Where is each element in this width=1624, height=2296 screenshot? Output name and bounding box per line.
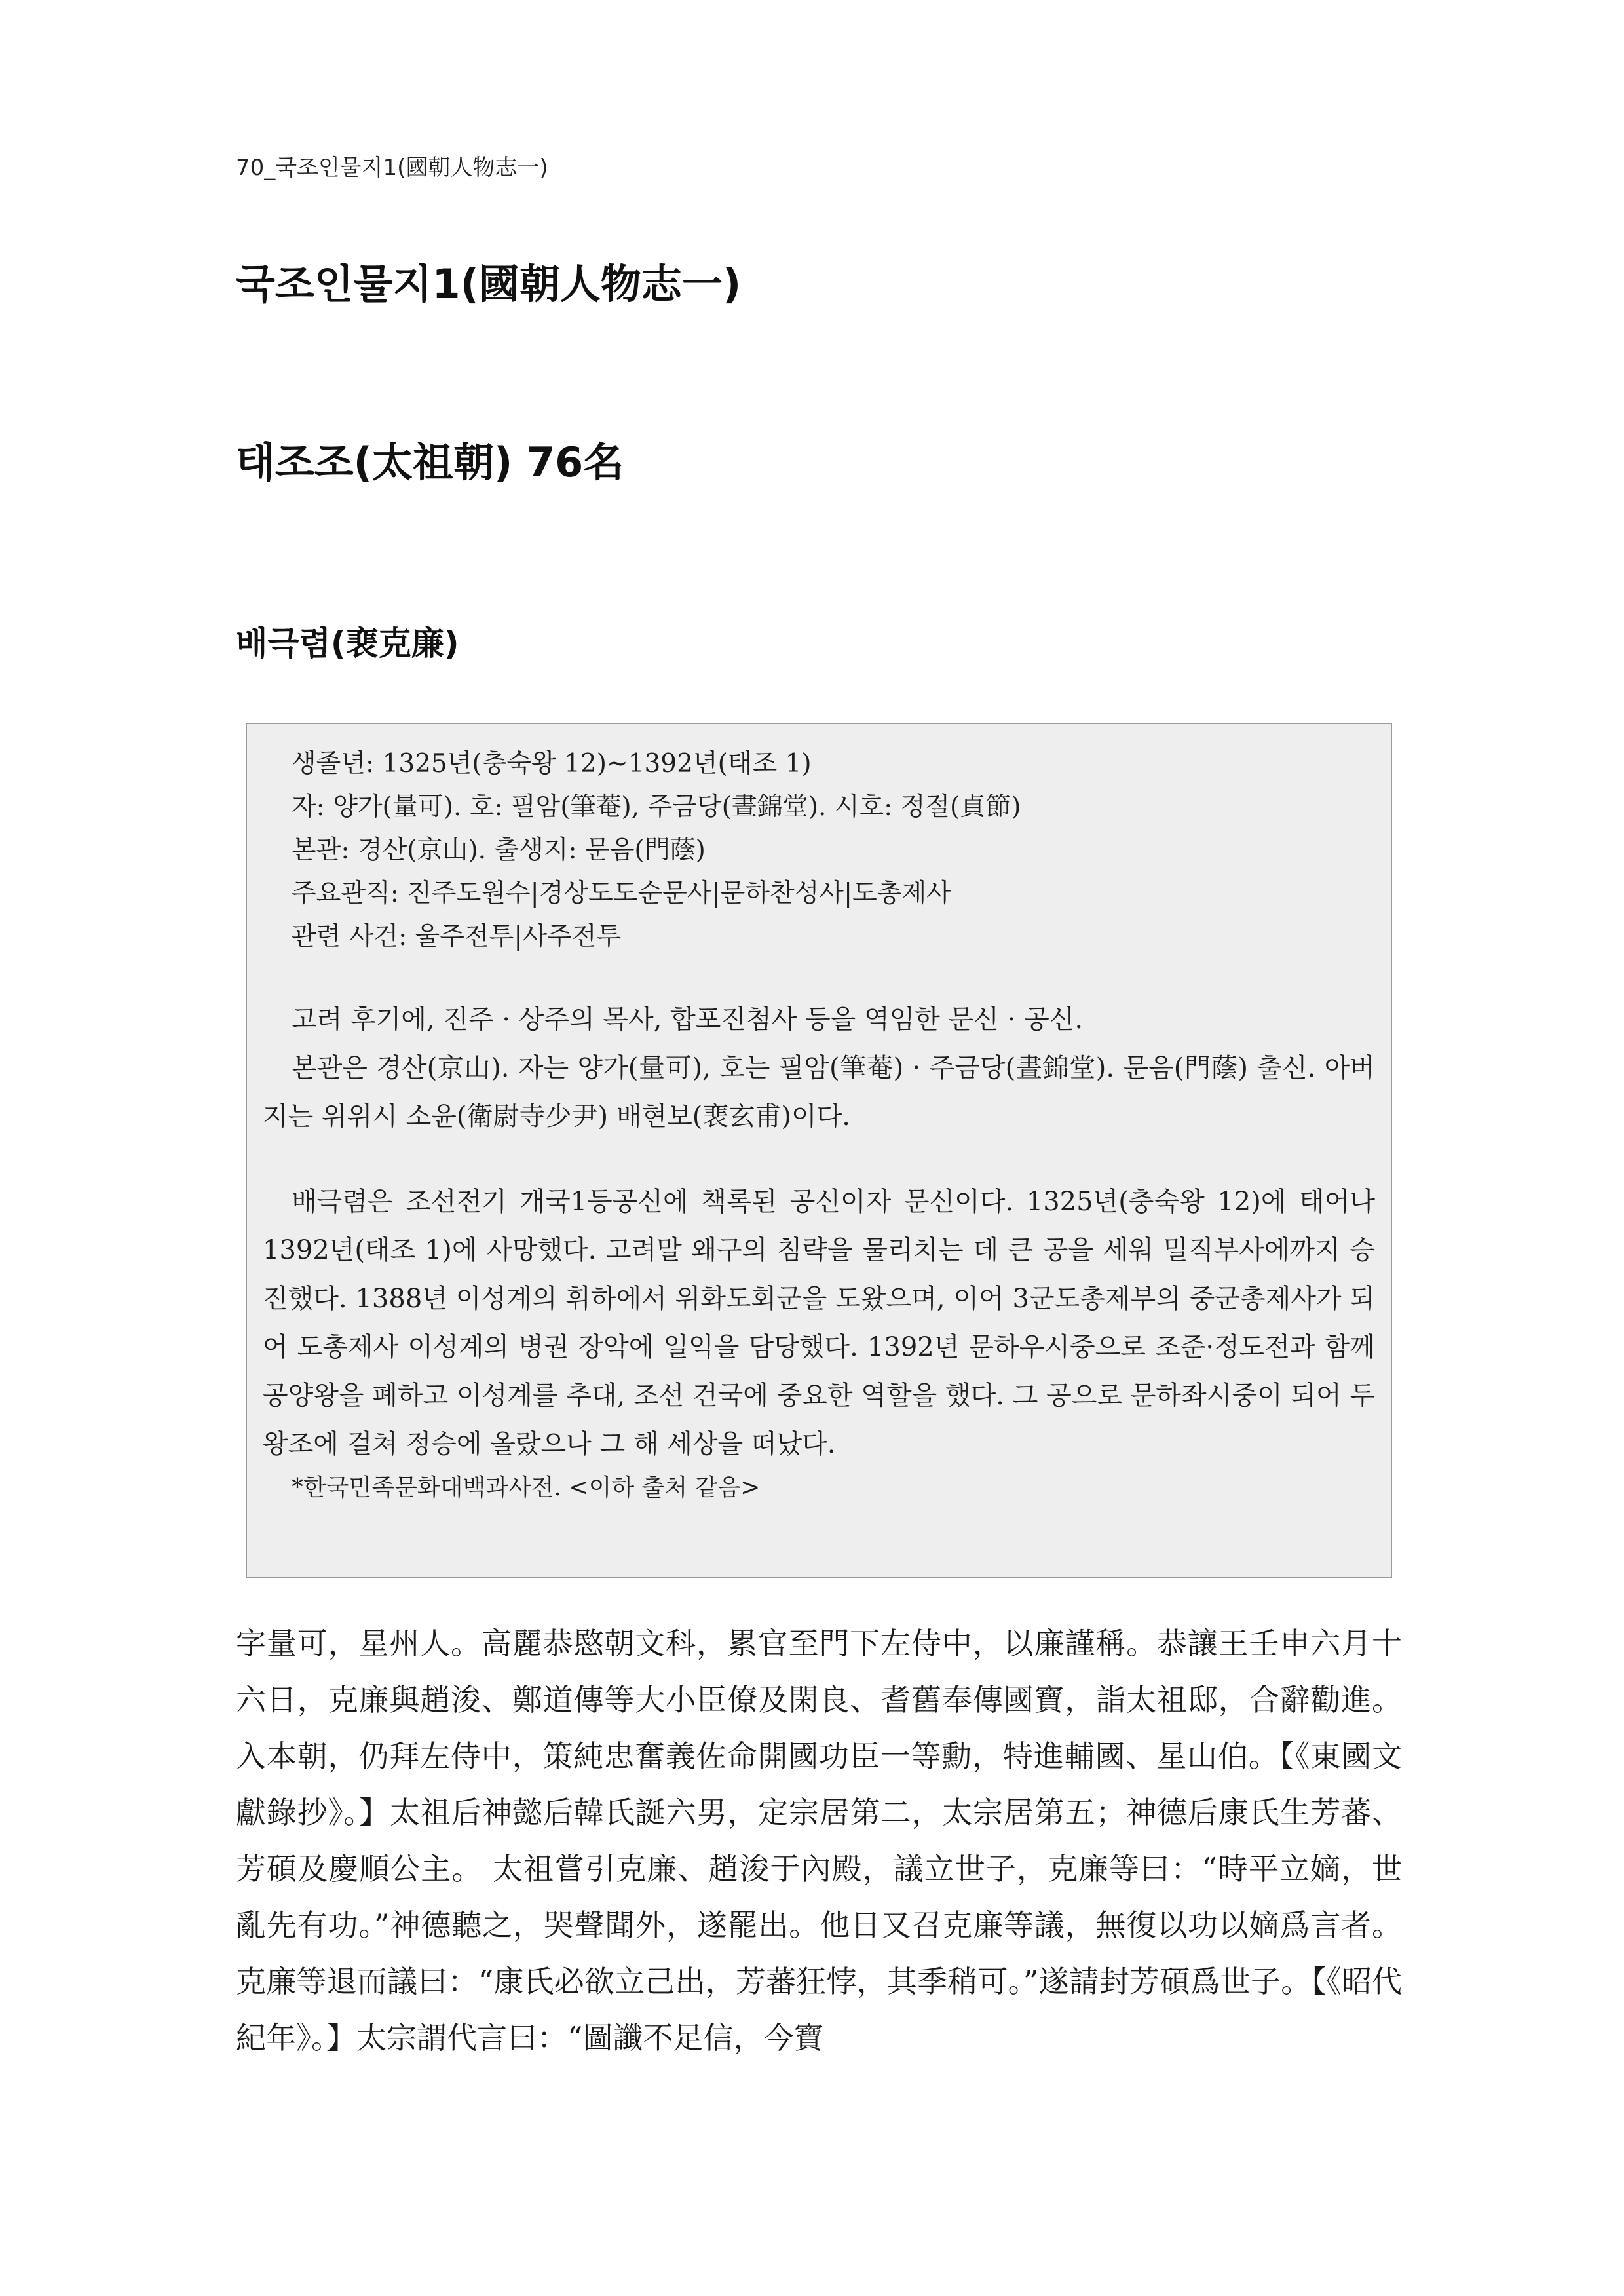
running-header: 70_국조인물지1(國朝人物志一) bbox=[236, 155, 548, 181]
hanja-body-text: 字量可，星州人。高麗恭愍朝文科，累官至門下左侍中，以廉謹稱。恭讓王壬申六月十六日，克廉與趙浚、鄭道傳等大小臣僚及閑良、耆舊奉傳國寶，詣太祖邸，合辭勸進。入本朝，仍拜左侍中，策純忠奮義佐命開國功臣一等勳，特進輔國、星山伯。【《東國文獻錄抄》。】太祖后神懿后韓氏誕六男，定宗居第二，太宗居第五；神德后康氏生芳蕃、芳碩及慶順公主。 太祖嘗引克廉、趙浚于內殿，議立世子，克廉等曰：“時平立嫡，世亂先有功。”神德聽之，哭聲聞外，遂罷出。他日又召克廉等議，無復以功以嫡爲言者。克廉等退而議曰：“康氏必欲立己出，芳蕃狂悖，其季稍可。”遂請封芳碩爲世子。【《昭代紀年》。】太宗謂代言曰：“圖讖不足信，今寶 bbox=[236, 1626, 1402, 2056]
meta-offices: 주요관직: 진주도원수|경상도도순문사|문하찬성사|도총제사 bbox=[292, 879, 951, 908]
spacer bbox=[263, 959, 1375, 995]
summary-paragraph: 고려 후기에, 진주 · 상주의 목사, 합포진첨사 등을 역임한 문신 · 공신. bbox=[292, 1004, 1084, 1035]
person-heading: 배극렴(裵克廉) bbox=[236, 624, 459, 662]
meta-names: 자: 양가(量可). 호: 필암(筆菴), 주금당(晝錦堂). 시호: 정절(貞節) bbox=[292, 792, 1021, 822]
meta-lifespan: 생졸년: 1325년(충숙왕 12)~1392년(태조 1) bbox=[292, 749, 812, 778]
spacer bbox=[263, 1141, 1375, 1177]
source-note: *한국민족문화대백과사전. <이하 출처 같음> bbox=[292, 1474, 761, 1501]
career-paragraph: 배극렴은 조선전기 개국1등공신에 책록된 공신이자 문신이다. 1325년(충숙왕 12)에 태어나 1392년(태조 1)에 사망했다. 고려말 왜구의 침략을 물리치는 데 큰 공을 세워 밀직부사에까지 승진했다. 1388년 이성계의 휘하에서 위화도회군을 도왔으며, 이어 3군도총제부의 중군총제사가 되어 도총제사 이성계의 병권 장악에 일익을 담당했다. 1392년 문하우시중으로 조준·정도전과 함께 공양왕을 폐하고 이성계를 추대, 조선 건국에 중요한 역할을 했다. 그 공으로 문하좌시중이 되어 두 왕조에 걸쳐 정승에 올랐으나 그 해 세상을 떠났다. bbox=[263, 1187, 1375, 1459]
meta-events: 관련 사건: 울주전투|사주전투 bbox=[292, 922, 622, 951]
section-subtitle: 태조조(太祖朝) 76名 bbox=[236, 438, 624, 486]
page-title: 국조인물지1(國朝人物志一) bbox=[236, 260, 742, 308]
origin-paragraph: 본관은 경산(京山). 자는 양가(量可), 호는 필암(筆菴) · 주금당(晝錦堂). 문음(門蔭) 출신. 아버지는 위위시 소윤(衛尉寺少尹) 배현보(裵玄甫)이다. bbox=[263, 1053, 1375, 1132]
biography-infobox bbox=[246, 723, 1392, 1578]
meta-origin: 본관: 경산(京山). 출생지: 문음(門蔭) bbox=[292, 835, 706, 865]
